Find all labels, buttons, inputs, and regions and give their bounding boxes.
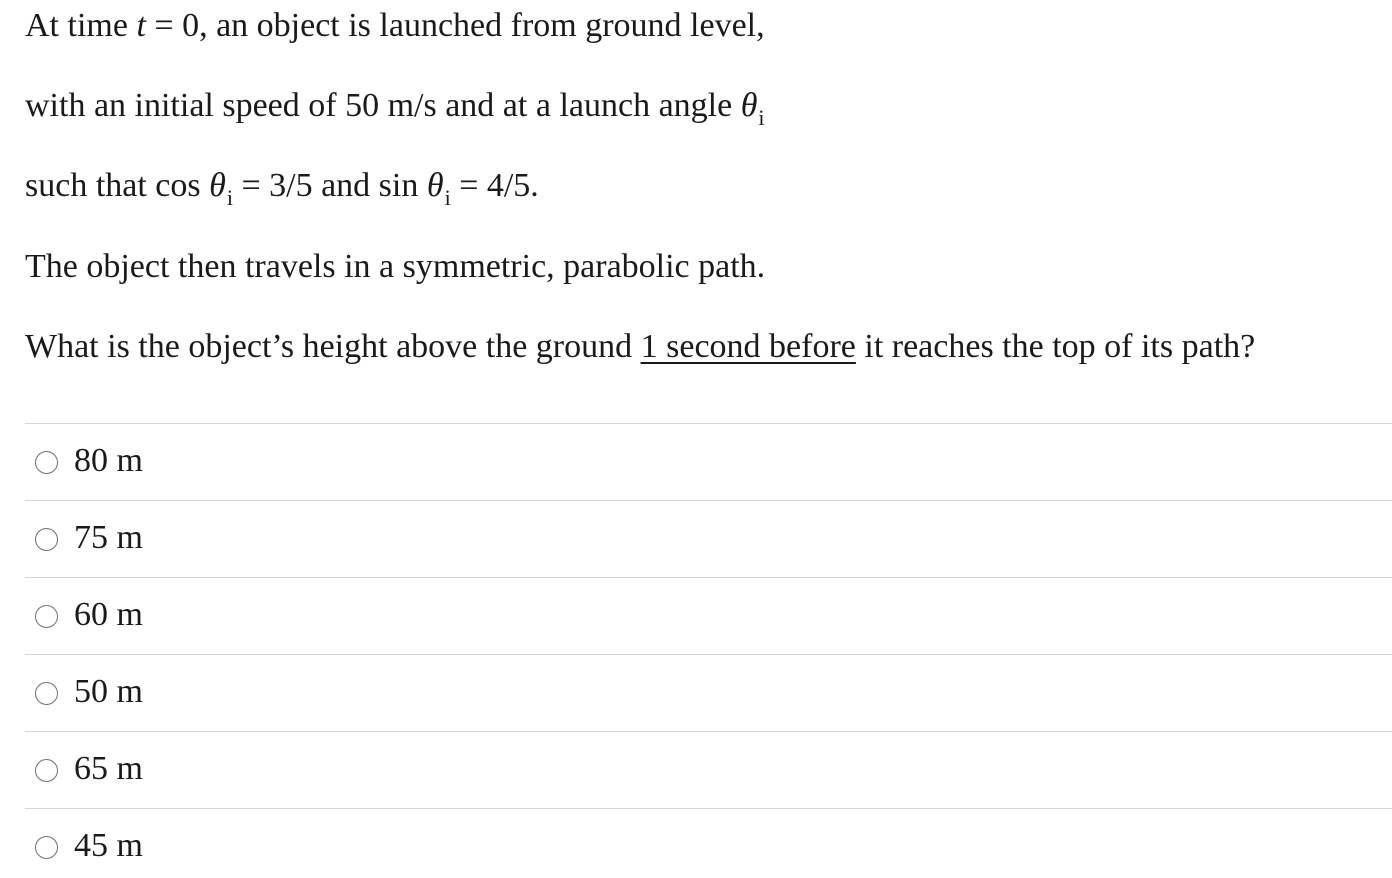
- question-text: At time: [25, 7, 137, 44]
- radio-button[interactable]: [35, 528, 58, 551]
- theta-subscript: i: [758, 105, 765, 130]
- question-line-4: [25, 247, 765, 287]
- answer-choice[interactable]: [25, 500, 1392, 577]
- radio-button[interactable]: [35, 836, 58, 859]
- radio-button[interactable]: [35, 605, 58, 628]
- emphasized-text: 1 second before: [640, 328, 856, 365]
- answer-choice[interactable]: [25, 423, 1392, 500]
- theta-symbol: θ: [426, 167, 444, 204]
- question-text: it reaches the top of its path?: [855, 328, 1256, 365]
- radio-button[interactable]: [35, 451, 58, 474]
- choice-label: 50 m: [74, 673, 143, 710]
- question-text: What is the object’s height above the ground: [25, 328, 641, 365]
- answer-choice[interactable]: [25, 577, 1392, 654]
- choice-label: 80 m: [74, 442, 143, 479]
- radio-button[interactable]: [35, 759, 58, 782]
- question-text: such that cos: [25, 167, 210, 204]
- radio-button[interactable]: [35, 682, 58, 705]
- theta-subscript: i: [444, 185, 451, 210]
- question-line-5: [25, 327, 1255, 367]
- choice-label: 60 m: [74, 596, 143, 633]
- question-line-3: [25, 166, 539, 209]
- answer-choices: [25, 423, 1392, 878]
- theta-symbol: θ: [740, 87, 758, 124]
- question-text: = 4/5.: [450, 167, 539, 204]
- question-text: = 0, an object is launched from ground level,: [145, 7, 765, 44]
- theta-subscript: i: [226, 185, 233, 210]
- time-variable: t: [136, 7, 146, 44]
- question-line-1: [25, 6, 765, 46]
- choice-label: 65 m: [74, 750, 143, 787]
- choice-label: 75 m: [74, 519, 143, 556]
- choice-label: 45 m: [74, 827, 143, 864]
- question-text: = 3/5 and sin: [232, 167, 427, 204]
- question-text: with an initial speed of 50 m/s and at a launch angle: [25, 87, 741, 124]
- question-line-2: [25, 86, 765, 129]
- answer-choice[interactable]: [25, 654, 1392, 731]
- question-text: The object then travels in a symmetric, parabolic path.: [25, 248, 766, 285]
- answer-choice[interactable]: [25, 808, 1392, 878]
- theta-symbol: θ: [209, 167, 226, 204]
- answer-choice[interactable]: [25, 731, 1392, 808]
